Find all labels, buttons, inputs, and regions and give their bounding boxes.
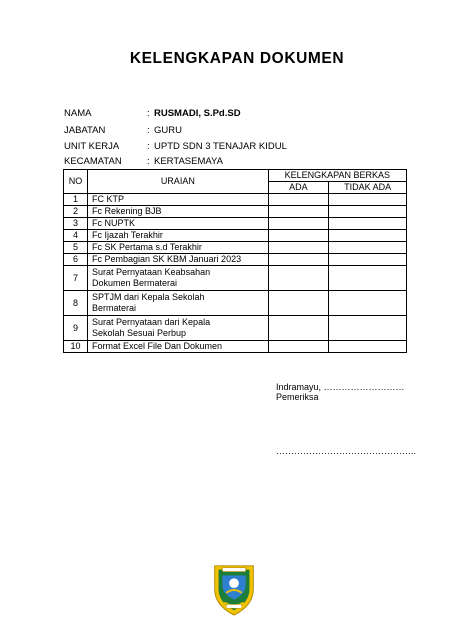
row-no: 10 <box>64 341 88 353</box>
header-ada: ADA <box>268 182 329 194</box>
row-uraian: FC KTP <box>88 194 269 206</box>
table-row <box>64 341 407 353</box>
row-no: 8 <box>64 291 88 316</box>
header-kelengkapan-berkas: KELENGKAPAN BERKAS <box>268 170 406 182</box>
document-checklist-table <box>63 169 407 353</box>
row-uraian-line: SPTJM dari Kepala Sekolah <box>92 292 205 302</box>
table-row <box>64 230 407 242</box>
row-uraian <box>88 316 269 341</box>
cell-tidak-ada[interactable] <box>329 316 407 341</box>
row-no: 4 <box>64 230 88 242</box>
cell-tidak-ada[interactable] <box>329 218 407 230</box>
row-uraian: Fc Ijazah Terakhir <box>88 230 269 242</box>
header-no: NO <box>64 170 88 194</box>
cell-ada[interactable] <box>268 194 329 206</box>
page-title: KELENGKAPAN DOKUMEN <box>129 50 345 67</box>
row-uraian: Format Excel File Dan Dokumen <box>88 341 269 353</box>
row-uraian-line: Dokumen Bermaterai <box>92 278 178 288</box>
row-no: 3 <box>64 218 88 230</box>
table-row <box>64 254 407 266</box>
cell-tidak-ada[interactable] <box>329 206 407 218</box>
info-label: KECAMATAN <box>64 156 122 167</box>
cell-tidak-ada[interactable] <box>329 266 407 291</box>
table-row <box>64 194 407 206</box>
row-no: 6 <box>64 254 88 266</box>
indramayu-regency-emblem-icon <box>205 560 263 618</box>
row-uraian-line: Surat Pernyataan dari Kepala <box>92 317 211 327</box>
header-uraian: URAIAN <box>88 170 269 194</box>
row-no: 2 <box>64 206 88 218</box>
row-uraian: Fc NUPTK <box>88 218 269 230</box>
info-label: NAMA <box>64 108 92 119</box>
cell-tidak-ada[interactable] <box>329 230 407 242</box>
row-no: 1 <box>64 194 88 206</box>
row-uraian: Fc Rekening BJB <box>88 206 269 218</box>
cell-ada[interactable] <box>268 206 329 218</box>
table-row <box>64 316 407 341</box>
cell-ada[interactable] <box>268 254 329 266</box>
info-separator: : <box>147 125 150 136</box>
row-uraian: Fc SK Pertama s.d Terakhir <box>88 242 269 254</box>
info-value-nama: RUSMADI, S.Pd.SD <box>154 108 241 119</box>
info-label: JABATAN <box>64 125 106 136</box>
header-tidak-ada: TIDAK ADA <box>329 182 407 194</box>
cell-ada[interactable] <box>268 291 329 316</box>
cell-ada[interactable] <box>268 341 329 353</box>
cell-tidak-ada[interactable] <box>329 254 407 266</box>
info-value-jabatan: GURU <box>154 125 182 136</box>
cell-ada[interactable] <box>268 242 329 254</box>
row-no: 9 <box>64 316 88 341</box>
cell-ada[interactable] <box>268 230 329 242</box>
row-uraian-line: Surat Pernyataan Keabsahan <box>92 267 211 277</box>
info-label: UNIT KERJA <box>64 141 120 152</box>
info-separator: : <box>147 141 150 152</box>
cell-ada[interactable] <box>268 316 329 341</box>
info-separator: : <box>147 156 150 167</box>
row-no: 7 <box>64 266 88 291</box>
row-uraian: Fc Pembagian SK KBM Januari 2023 <box>88 254 269 266</box>
cell-tidak-ada[interactable] <box>329 242 407 254</box>
cell-ada[interactable] <box>268 266 329 291</box>
row-uraian <box>88 291 269 316</box>
info-value-kecamatan: KERTASEMAYA <box>154 156 223 167</box>
cell-tidak-ada[interactable] <box>329 291 407 316</box>
signature-place-date: Indramayu, ……………………… <box>276 382 405 392</box>
table-row <box>64 206 407 218</box>
cell-ada[interactable] <box>268 218 329 230</box>
row-uraian-line: Sekolah Sesuai Perbup <box>92 328 187 338</box>
row-uraian <box>88 266 269 291</box>
info-separator: : <box>147 108 150 119</box>
info-value-unit-kerja: UPTD SDN 3 TENAJAR KIDUL <box>154 141 287 152</box>
row-no: 5 <box>64 242 88 254</box>
table-row <box>64 266 407 291</box>
table-row <box>64 242 407 254</box>
row-uraian-line: Bermaterai <box>92 303 137 313</box>
signature-role: Pemeriksa <box>276 392 319 402</box>
table-row <box>64 291 407 316</box>
table-row <box>64 218 407 230</box>
signature-line: ……………………………………….. <box>276 446 417 456</box>
cell-tidak-ada[interactable] <box>329 341 407 353</box>
cell-tidak-ada[interactable] <box>329 194 407 206</box>
